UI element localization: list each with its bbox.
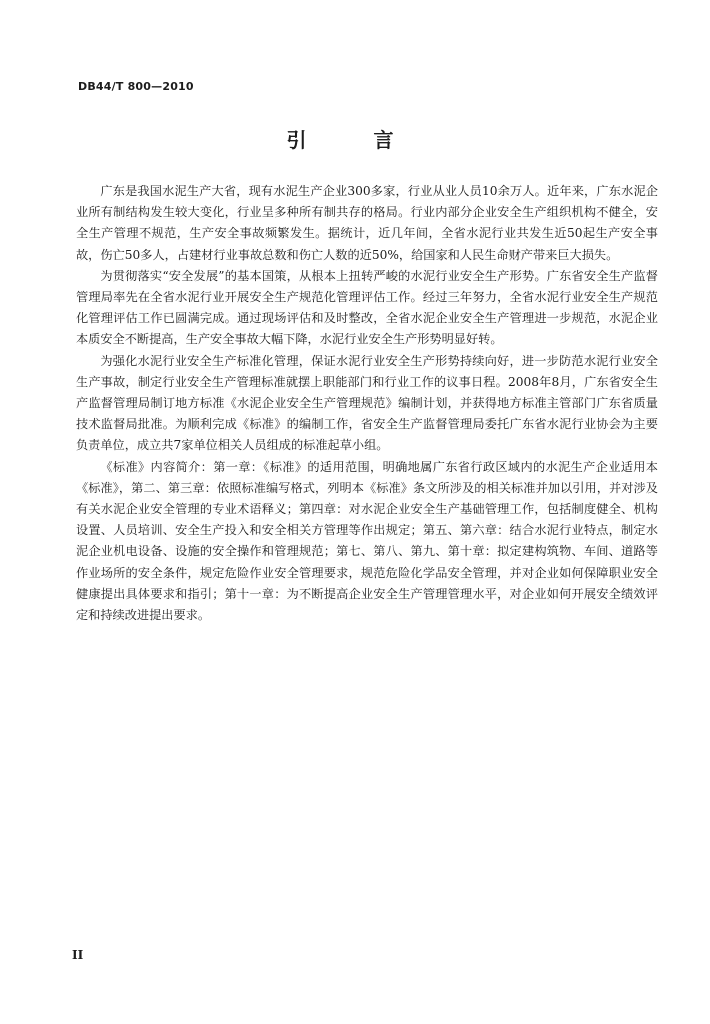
paragraph-3: 为强化水泥行业安全生产标准化管理，保证水泥行业安全生产形势持续向好，进一步防范水泥行业安全生产事故，制定行业安全生产管理标准就摆上职能部门和行业工作的议事日程。2008年8月，广东省安全生产监督管理局制订地方标准《水泥企业安全生产管理规范》编制计划，并获得地方标准主管部门广东省质量技术监督局批准。为顺利完成《标准》的编制工作，省安全生产监督管理局委托广东省水泥行业协会为主要负责单位，成立共7家单位相关人员组成的标准起草小组。	[76, 353, 658, 453]
paragraph-2: 为贯彻落实“安全发展”的基本国策，从根本上扭转严峻的水泥行业安全生产形势。广东省安全生产监督管理局率先在全省水泥行业开展安全生产规范化管理评估工作。经过三年努力，全省水泥行业安全生产规范化管理评估工作已圆满完成。通过现场评估和及时整改，全省水泥企业安全生产管理进一步规范，水泥企业本质安全不断提高，生产安全事故大幅下降，水泥行业安全生产形势明显好转。	[76, 268, 658, 347]
paragraph-1: 广东是我国水泥生产大省，现有水泥生产企业300多家，行业从业人员10余万人。近年来，广东水泥企业所有制结构发生较大变化，行业呈多种所有制共存的格局。行业内部分企业安全生产组织机构不健全，安全生产管理不规范，生产安全事故频繁发生。据统计，近几年间，全省水泥行业共发生近50起生产安全事故，伤亡50多人，占建材行业事故总数和伤亡人数的近50%，给国家和人民生命财产带来巨大损失。	[76, 184, 658, 262]
body-text	[76, 181, 658, 626]
paragraph-4: 《标准》内容简介：第一章：《标准》的适用范围，明确地属广东省行政区域内的水泥生产企业适用本《标准》，第二、第三章：依照标准编写格式，列明本《标准》条文所涉及的相关标准并加以引用，并对涉及有关水泥企业安全管理的专业术语释义；第四章：对水泥企业安全生产基础管理工作，包括制度健全、机构设置、人员培训、安全生产投入和安全相关方管理等作出规定；第五、第六章：结合水泥行业特点，制定水泥企业机电设备、设施的安全操作和管理规范；第七、第八、第九、第十章：拟定建构筑物、车间、道路等作业场所的安全条件，规定危险作业安全管理要求，规范危险化学品安全管理，并对企业如何保障职业安全健康提出具体要求和指引；第十一章：为不断提高企业安全生产管理管理水平，对企业如何开展安全绩效评定和持续改进提出要求。	[76, 459, 658, 623]
page-number: II	[72, 948, 84, 962]
document-id: DB44/T 800—2010	[78, 80, 194, 93]
section-title: 引 言	[286, 128, 424, 152]
